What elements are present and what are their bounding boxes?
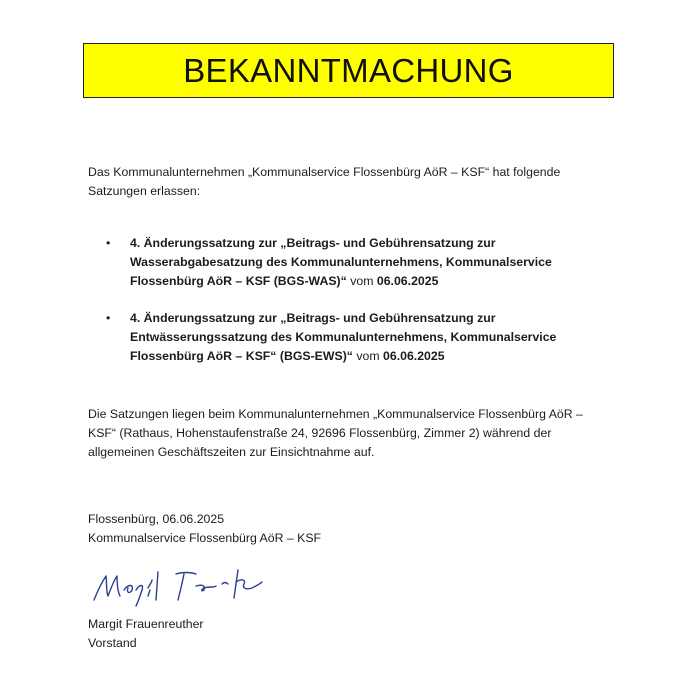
signer-name: Margit Frauenreuther (88, 617, 204, 631)
bylaw-2-line-3 (130, 347, 556, 366)
bylaw-2-line-1: 4. Änderungssatzung zur „Beitrags- und Gebührensatzung zur (130, 311, 496, 325)
bullet-icon: • (106, 236, 111, 250)
bylaw-2-line-2: Entwässerungssatzung des Kommunalunternehmens, Kommunalservice (130, 330, 557, 344)
place-date: Flossenbürg, 06.06.2025 (88, 512, 225, 526)
bylaw-2-vom: vom (352, 349, 384, 363)
bylaw-1-vom: vom (346, 274, 377, 288)
bylaw-2-name: Flossenbürg AöR – KSF“ (BGS-EWS)“ (130, 349, 353, 363)
notice-line-3: allgemeinen Geschäftszeiten zur Einsichtnahme auf. (88, 445, 375, 459)
title-banner (83, 43, 614, 98)
notice-line-2: KSF“ (Rathaus, Hohenstaufenstraße 24, 92696 Flossenbürg, Zimmer 2) während der (88, 426, 552, 440)
bylaw-2-date: 06.06.2025 (383, 349, 445, 363)
intro-line-1: Das Kommunalunternehmen „Kommunalservice Flossenbürg AöR – KSF“ hat folgende (88, 165, 561, 179)
bylaw-1-date: 06.06.2025 (376, 274, 439, 288)
handwritten-signature (86, 560, 286, 608)
notice-paragraph (88, 405, 583, 462)
list-item (106, 309, 556, 366)
page-title: BEKANNTMACHUNG (183, 51, 514, 89)
intro-line-2: Satzungen erlassen: (88, 184, 201, 198)
notice-line-1: Die Satzungen liegen beim Kommunalunternehmen „Kommunalservice Flossenbürg AöR – (88, 407, 583, 421)
bylaw-1-line-3 (130, 272, 556, 291)
bylaw-1-line-1: 4. Änderungssatzung zur „Beitrags- und Gebührensatzung zur (130, 236, 496, 250)
bullet-icon: • (106, 311, 111, 325)
bylaw-1-name: Flossenbürg AöR – KSF (BGS-WAS)“ (130, 274, 347, 288)
place-date-block (88, 510, 321, 548)
list-item (106, 234, 556, 291)
bylaw-1-line-2: Wasserabgabesatzung des Kommunalunternehmens, Kommunalservice (130, 255, 552, 269)
signer-block (88, 615, 204, 653)
organization-name: Kommunalservice Flossenbürg AöR – KSF (88, 531, 322, 545)
bylaw-list (106, 234, 556, 366)
intro-paragraph (88, 163, 560, 201)
signer-role: Vorstand (88, 636, 137, 650)
